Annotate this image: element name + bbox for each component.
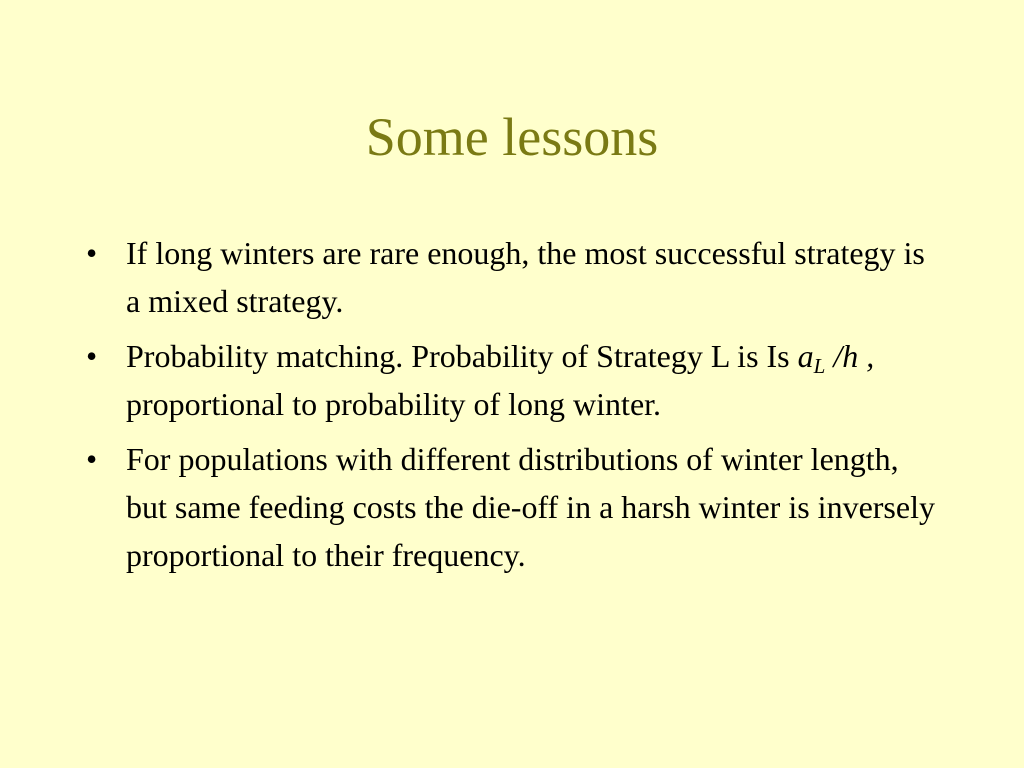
bullet-icon: • xyxy=(86,338,98,374)
bullet-item-mixed-strategy xyxy=(86,229,946,325)
bullet-item-probability-matching xyxy=(86,332,946,428)
bullet-text-after-formula: proportional to probability of long winter. xyxy=(126,386,662,422)
bullet-icon: • xyxy=(86,235,98,271)
bullet-icon: • xyxy=(86,441,98,477)
bullet-text: For populations with different distributions of winter length, but same feeding costs the die-off in a harsh winter is inversely proportional to their frequency. xyxy=(126,441,935,573)
bullet-item-populations xyxy=(86,435,946,579)
formula-denominator: /h , xyxy=(825,338,875,374)
formula-subscript: L xyxy=(813,354,826,378)
bullet-text-before-formula: Probability matching. Probability of Strategy L is Is xyxy=(126,338,798,374)
formula-variable: a xyxy=(797,338,814,374)
bullet-list xyxy=(86,229,946,586)
slide-title: Some lessons xyxy=(365,107,659,167)
bullet-text: If long winters are rare enough, the most successful strategy is a mixed strategy. xyxy=(126,235,925,319)
